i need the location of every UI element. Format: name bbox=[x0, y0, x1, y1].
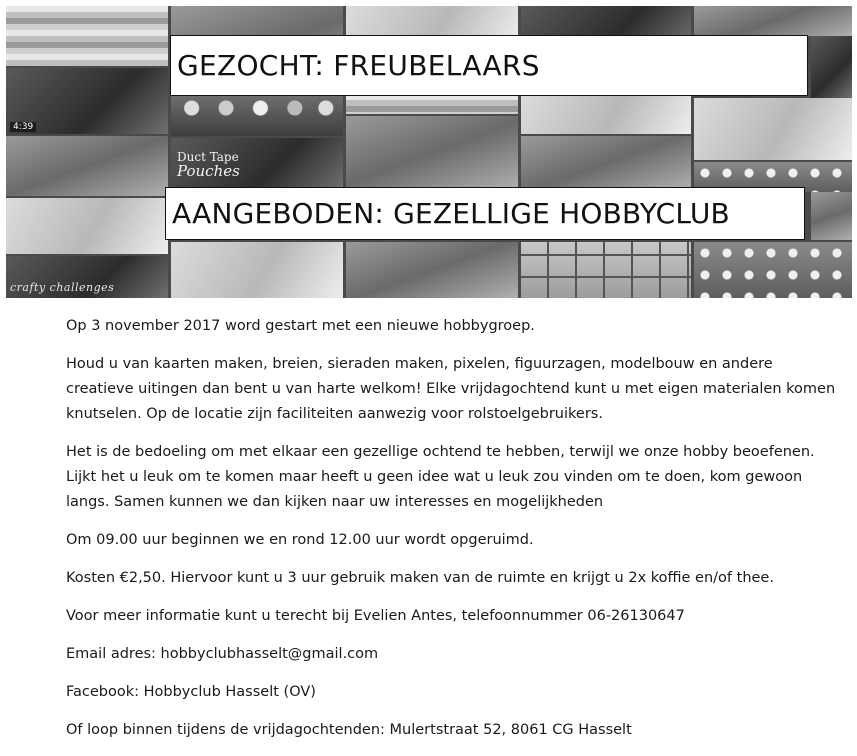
banner-offered: AANGEBODEN: GEZELLIGE HOBBYCLUB bbox=[165, 187, 805, 240]
video-time-label: 4:39 bbox=[10, 122, 36, 132]
collage-photo-cardstock bbox=[6, 198, 168, 254]
banner-wanted: GEZOCHT: FREUBELAARS bbox=[170, 35, 808, 96]
collage-photo-papers bbox=[521, 94, 691, 134]
schedule-paragraph: Om 09.00 uur beginnen we en rond 12.00 uur wordt opgeruimd. bbox=[66, 532, 534, 548]
collage-photo-bead-box bbox=[521, 242, 691, 298]
announcement-body bbox=[66, 314, 838, 756]
collage-photo-cards bbox=[521, 136, 691, 190]
collage-photo-paper bbox=[6, 6, 168, 66]
activities-paragraph: Houd u van kaarten maken, breien, sieraden maken, pixelen, figuurzagen, modelbouw en andere creatieve uitingen dan bent u van harte welkom! Elke vrijdagochtend kunt u met eigen materialen komen knutselen. Op de locatie zijn faciliteiten aanwezig voor rolstoelgebruikers. bbox=[66, 356, 836, 422]
collage-photo-yarn bbox=[6, 136, 168, 196]
facebook-paragraph: Facebook: Hobbyclub Hasselt (OV) bbox=[66, 684, 316, 700]
email-paragraph: Email adres: hobbyclubhasselt@gmail.com bbox=[66, 646, 379, 662]
collage-photo-edge bbox=[811, 36, 852, 98]
duct-tape-label bbox=[177, 150, 240, 178]
duct-tape-line2: Pouches bbox=[177, 162, 240, 180]
duct-tape-line1: Duct Tape bbox=[177, 150, 239, 164]
collage-photo-figures bbox=[346, 242, 518, 298]
collage-photo-duct-tape bbox=[171, 138, 343, 190]
collage-photo-trays bbox=[694, 98, 852, 160]
start-date-paragraph: Op 3 november 2017 word gestart met een nieuwe hobbygroep. bbox=[66, 318, 535, 334]
collage-photo-bag bbox=[171, 242, 343, 298]
purpose-paragraph: Het is de bedoeling om met elkaar een gezellige ochtend te hebben, terwijl we onze hobby beoefenen. Lijkt het u leuk om te komen maar heeft u geen idee wat u leuk zou vinden om te doen, kom gewoon langs. Samen kunnen we dan kijken naar uw interesses en mogelijkheden bbox=[66, 444, 815, 510]
collage-photo-logo bbox=[6, 256, 168, 298]
collage-photo-jars bbox=[171, 96, 343, 136]
craft-logo-text: crafty challenges bbox=[10, 281, 115, 294]
collage-photo-ribbons bbox=[346, 94, 518, 114]
collage-photo-video bbox=[6, 68, 168, 134]
contact-paragraph: Voor meer informatie kunt u terecht bij Evelien Antes, telefoonnummer 06-26130647 bbox=[66, 608, 685, 624]
cost-paragraph: Kosten €2,50. Hiervoor kunt u 3 uur gebruik maken van de ruimte en krijgt u 2x koffie en/of thee. bbox=[66, 570, 774, 586]
collage-photo-edge-2 bbox=[811, 192, 852, 240]
collage-photo-plates bbox=[694, 242, 852, 298]
collage-photo-box bbox=[346, 116, 518, 190]
collage-photo-supplies bbox=[694, 6, 852, 36]
address-paragraph: Of loop binnen tijdens de vrijdagochtenden: Mulertstraat 52, 8061 CG Hasselt bbox=[66, 722, 632, 738]
